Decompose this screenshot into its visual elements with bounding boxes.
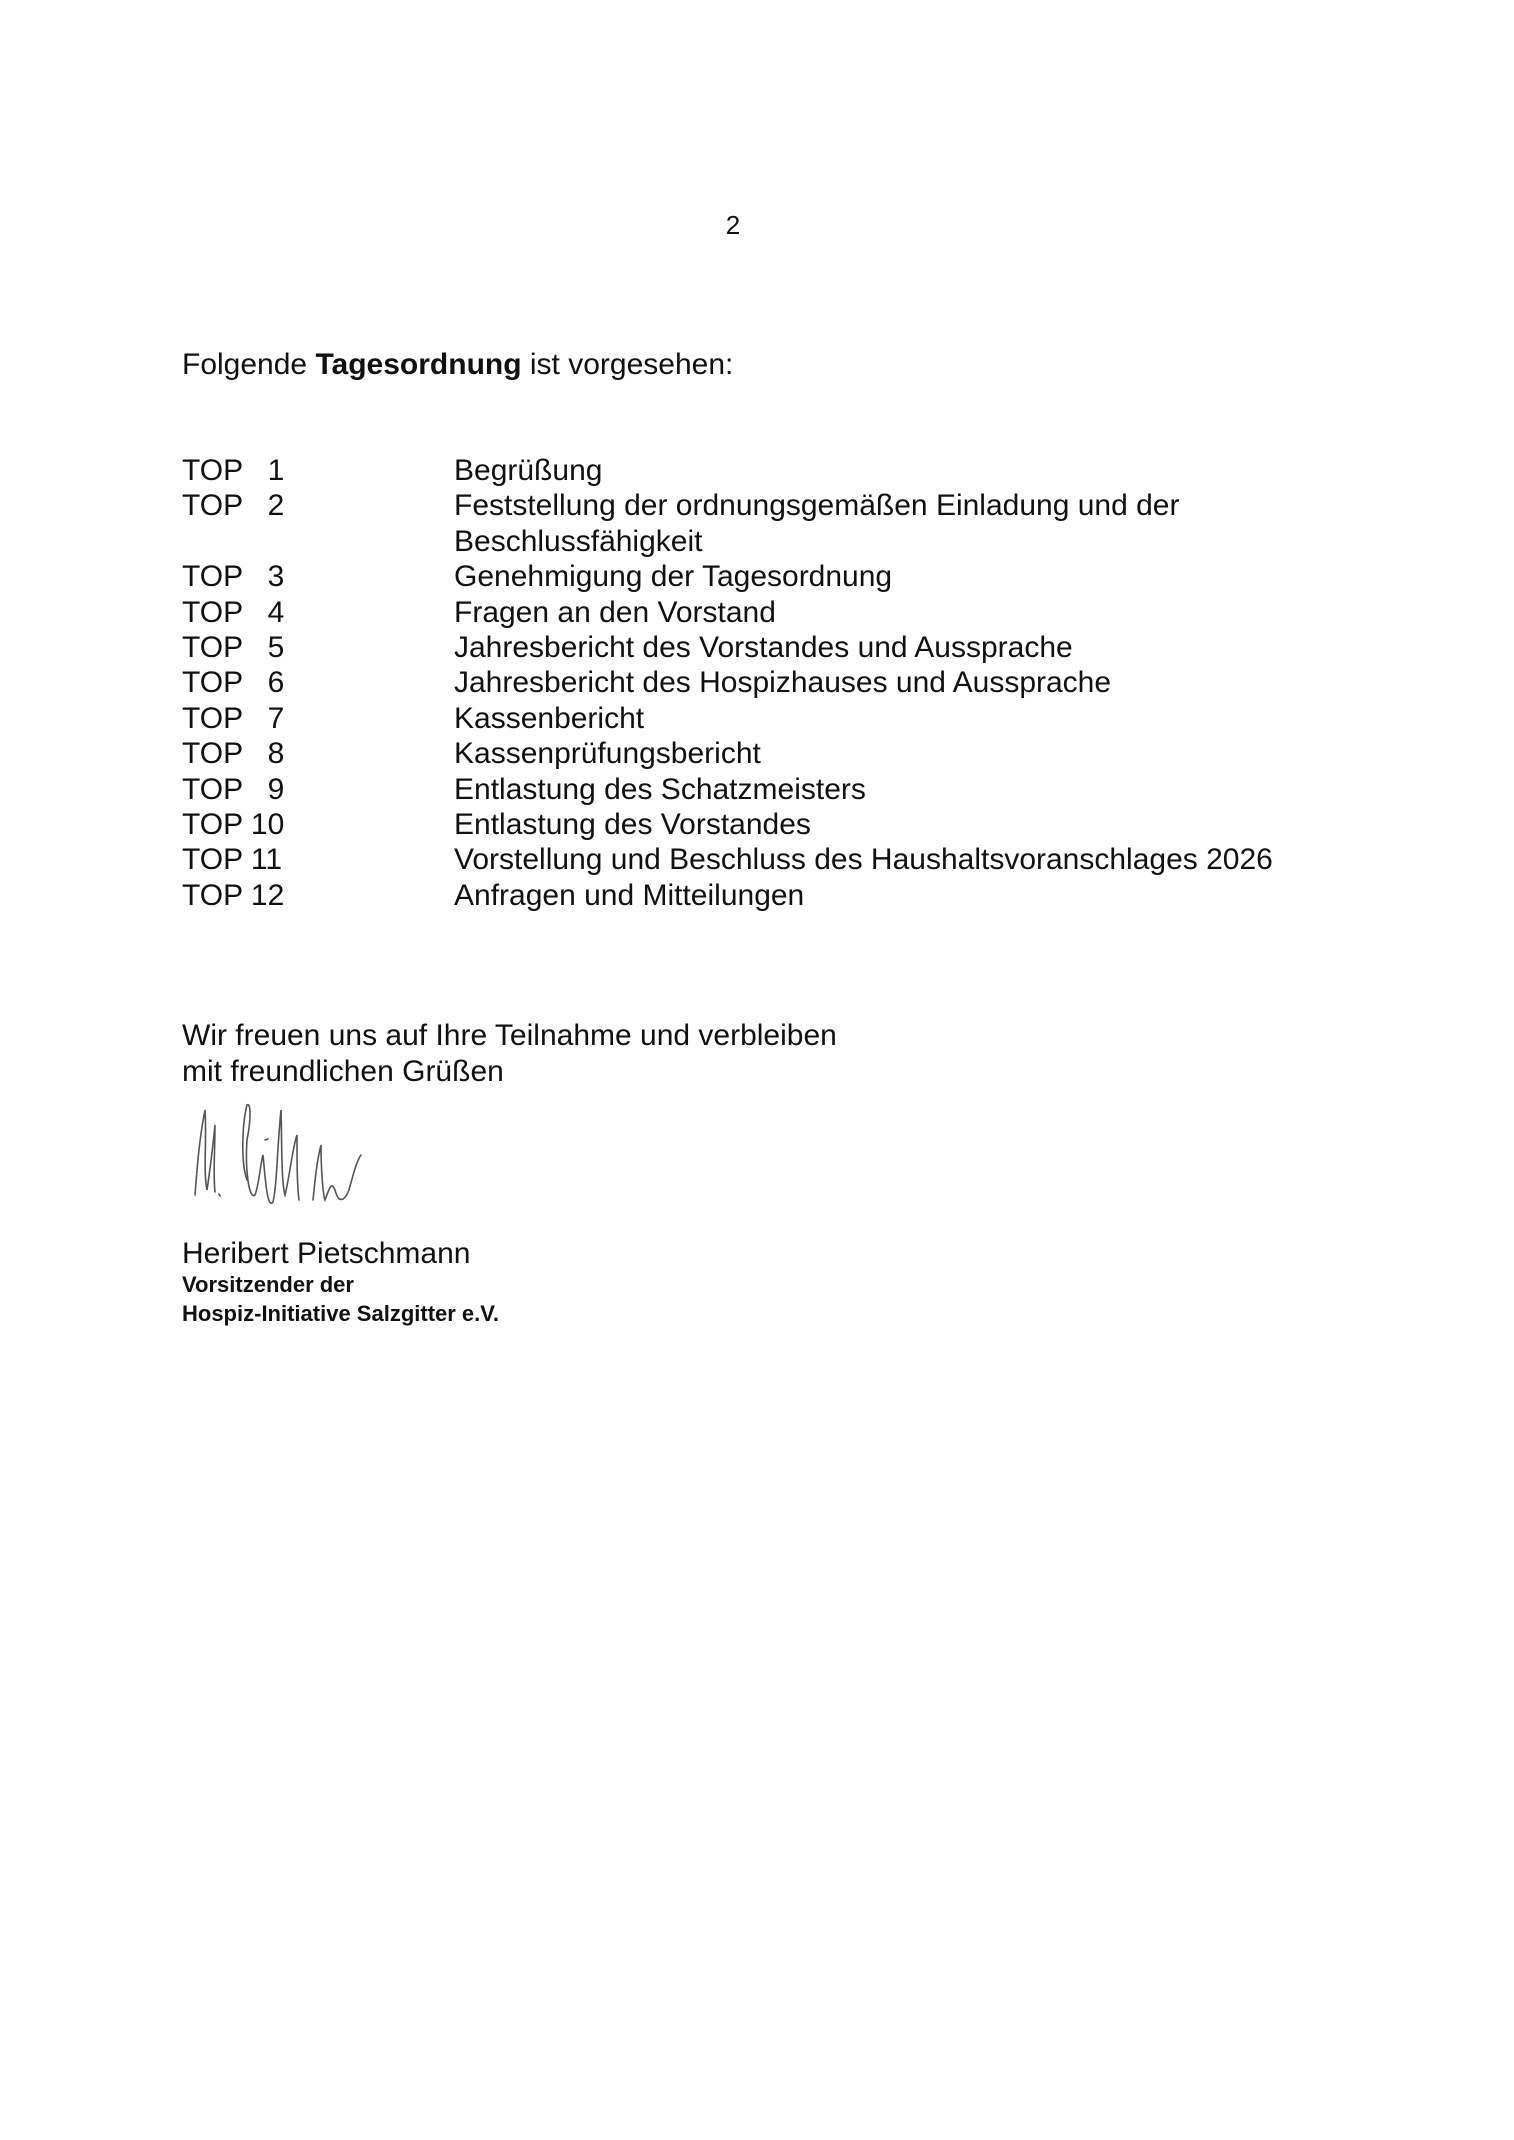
intro-before: Folgende bbox=[182, 348, 316, 381]
agenda-item-number: TOP 5 bbox=[182, 631, 285, 665]
agenda-item-number: TOP 9 bbox=[182, 772, 285, 806]
agenda-item bbox=[182, 878, 1273, 913]
closing-text bbox=[182, 1018, 837, 1090]
agenda-item-number: TOP 1 bbox=[182, 454, 285, 487]
agenda-item-number: TOP 11 bbox=[182, 843, 283, 877]
intro-bold: Tagesordnung bbox=[315, 348, 522, 381]
agenda-item-number: TOP 4 bbox=[182, 595, 285, 629]
closing-line-1: Wir freuen uns auf Ihre Teilnahme und verbleiben bbox=[182, 1019, 837, 1052]
agenda-item-text: Jahresbericht des Vorstandes und Aussprache bbox=[454, 631, 1073, 665]
agenda-item-text: Kassenprüfungsbericht bbox=[454, 737, 761, 771]
signer-organization: Hospiz-Initiative Salzgitter e.V. bbox=[182, 1301, 500, 1326]
agenda-list bbox=[182, 453, 1273, 913]
intro-after: ist vorgesehen: bbox=[521, 348, 734, 381]
agenda-item bbox=[182, 595, 1273, 630]
agenda-item-number: TOP 8 bbox=[182, 737, 285, 771]
agenda-item-number: TOP 3 bbox=[182, 560, 285, 594]
closing-line-2: mit freundlichen Grüßen bbox=[182, 1055, 504, 1088]
agenda-item bbox=[182, 736, 1273, 771]
agenda-item-number: TOP 2 bbox=[182, 489, 285, 523]
agenda-item bbox=[182, 453, 1273, 488]
agenda-item bbox=[182, 842, 1273, 877]
agenda-item-number: TOP 6 bbox=[182, 666, 285, 700]
agenda-item-text: Fragen an den Vorstand bbox=[454, 595, 776, 629]
signer-role: Vorsitzender der bbox=[182, 1272, 354, 1297]
handwritten-signature bbox=[185, 1100, 385, 1220]
agenda-item-text: Kassenbericht bbox=[454, 701, 645, 735]
page-number: 2 bbox=[725, 210, 741, 240]
agenda-item bbox=[182, 630, 1273, 665]
agenda-item bbox=[182, 701, 1273, 736]
agenda-item bbox=[182, 488, 1273, 559]
agenda-item-text: Anfragen und Mitteilungen bbox=[454, 878, 805, 912]
agenda-item bbox=[182, 807, 1273, 842]
agenda-item-text: Entlastung des Schatzmeisters bbox=[454, 772, 866, 806]
agenda-item-text: Jahresbericht des Hospizhauses und Aussprache bbox=[454, 666, 1112, 700]
agenda-item-text: Begrüßung bbox=[454, 454, 603, 487]
intro-text bbox=[182, 347, 733, 383]
agenda-item-text: Feststellung der ordnungsgemäßen Einladung und der Beschlussfähigkeit bbox=[454, 489, 1180, 558]
agenda-item-text: Genehmigung der Tagesordnung bbox=[454, 560, 893, 594]
agenda-item bbox=[182, 559, 1273, 594]
signer-name: Heribert Pietschmann bbox=[182, 1237, 471, 1270]
agenda-item-text: Vorstellung und Beschluss des Haushaltsvoranschlages 2026 bbox=[454, 843, 1273, 877]
agenda-item-number: TOP 7 bbox=[182, 701, 285, 735]
agenda-item bbox=[182, 665, 1273, 700]
agenda-item-text: Entlastung des Vorstandes bbox=[454, 808, 811, 842]
agenda-item bbox=[182, 772, 1273, 807]
agenda-item-number: TOP 12 bbox=[182, 878, 285, 912]
agenda-item-number: TOP 10 bbox=[182, 808, 285, 842]
